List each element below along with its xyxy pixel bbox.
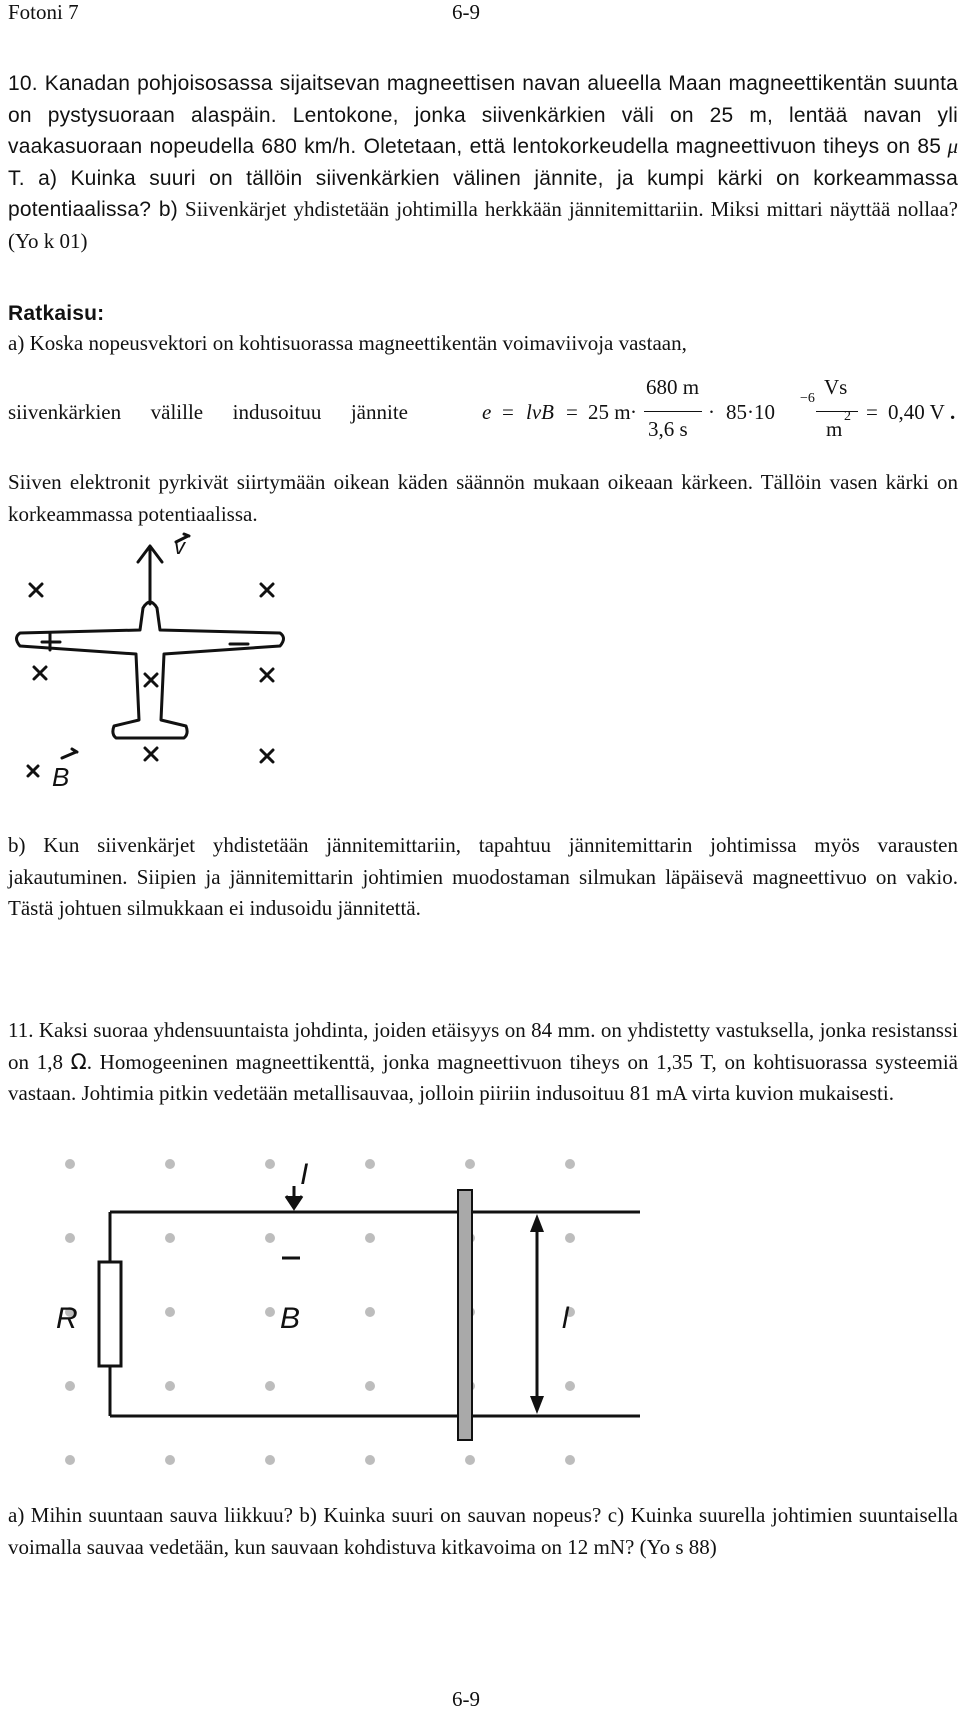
field-dot — [165, 1159, 175, 1169]
field-dot — [365, 1233, 375, 1243]
cross-icon — [261, 750, 273, 762]
formula-frac1-numerator: 680 m — [646, 375, 700, 399]
magnetic-field-dots — [65, 1159, 575, 1465]
formula-frac1-denominator: 3,6 s — [648, 417, 688, 441]
resistor-label: R — [56, 1302, 78, 1335]
field-label: B — [280, 1302, 301, 1335]
problem-11-text-part1: 11. Kaksi suoraa yhdensuuntaista johdinta, joiden etäisyys on 84 mm. on yhdistetty vastuksella, jonka resistanssi on 1,8 — [8, 1018, 958, 1074]
current-arrow-head — [286, 1196, 302, 1208]
formula-frac2-numerator: Vs — [824, 375, 848, 399]
problem-10-serif-part: Siivenkärjet yhdistetään johtimilla herkkään jännitemittariin. Miksi mittari näyttää nollaa? (Yo k 01) — [8, 197, 958, 253]
field-dot — [565, 1233, 575, 1243]
formula-dot2: · — [708, 400, 715, 424]
solution-b-text: b) Kun siivenkärjet yhdistetään jännitemittariin, tapahtuu jännitemittarin johtimissa myös varausten jakautuminen. Siipien ja jännitemittarin johtimien muodostaman silmukan läpäisevä magneettivuo on vakio. Tästä johtuen silmukkaan ei indusoidu jännitettä. — [8, 833, 958, 920]
problem-11-questions: a) Mihin suuntaan sauva liikkuu? b) Kuinka suuri on sauvan nopeus? c) Kuinka suurella johtimien suuntaisella voimalla sauvaa vedetään, kun sauvaan kohdistuva kitkavoima on 12 mN? (Yo s 88) — [8, 1503, 958, 1559]
formula-lvb: lvB — [526, 400, 554, 424]
formula-term2: 85·10 — [726, 400, 775, 424]
cross-icon — [145, 674, 157, 686]
formula-frac1-bar — [644, 411, 702, 412]
field-dot — [65, 1233, 75, 1243]
problem-11-text — [8, 1015, 958, 1110]
airplane-outline-icon — [17, 602, 284, 738]
field-dot — [465, 1159, 475, 1169]
solution-electrons-text: Siiven elektronit pyrkivät siirtymään oikean käden säännön mukaan oikeaan kärkeen. Tällöin vasen kärki on korkeammassa potentiaalissa. — [8, 470, 958, 526]
solution-heading: Ratkaisu: — [8, 302, 105, 325]
formula-exponent: −6 — [800, 391, 815, 406]
field-dot — [265, 1455, 275, 1465]
formula-period: . — [950, 400, 956, 424]
field-dot — [265, 1233, 275, 1243]
current-label: I — [300, 1158, 309, 1191]
field-dot — [565, 1159, 575, 1169]
field-dot — [165, 1307, 175, 1317]
field-dot — [165, 1381, 175, 1391]
problem-10-sans-part: 10. Kanadan pohjoisosassa sijaitsevan magneettisen navan alueella Maan magneettikentän suunta on pystysuoraan alaspäin. Lentokone, jonka siivenkärkien väli on 25 m, lentää navan yli vaakasuoraan nopeudella 680 km/h. Oletetaan, että lentokorkeudella magneettivuon tiheys on 85 — [8, 72, 958, 158]
omega-symbol: Ω — [70, 1049, 87, 1074]
field-dot — [565, 1455, 575, 1465]
field-dot — [365, 1381, 375, 1391]
problem-10-text — [8, 68, 958, 257]
formula-eq1: = — [502, 400, 514, 424]
field-dot — [165, 1233, 175, 1243]
b-field-label: B — [52, 762, 70, 790]
field-dot — [265, 1307, 275, 1317]
field-dot — [365, 1159, 375, 1169]
airplane-figure — [8, 528, 290, 790]
field-dot — [65, 1381, 75, 1391]
formula-prefix-text: siivenkärkien välille indusoituu jännite — [8, 400, 408, 424]
formula-term1: 25 m — [588, 400, 631, 424]
dimension-arrow-down — [530, 1396, 544, 1414]
field-dot — [165, 1455, 175, 1465]
formula-dot1: · — [630, 400, 637, 424]
cross-icon — [30, 584, 42, 596]
formula-e: e — [482, 400, 492, 424]
footer-page-number: 6-9 — [452, 1687, 480, 1711]
formula-den-exponent: 2 — [844, 409, 851, 424]
cross-icon — [34, 667, 46, 679]
field-dot — [465, 1455, 475, 1465]
problem-10-sans-after-mu: T. a) Kuinka suuri on tällöin siivenkärkien välinen jännite, ja kumpi kärki on korkeammassa potentiaalissa? b) — [8, 166, 958, 221]
velocity-label: v — [174, 534, 185, 559]
dimension-arrow-up — [530, 1214, 544, 1232]
formula-eq2: = — [566, 400, 578, 424]
field-dot — [365, 1307, 375, 1317]
cross-icon — [145, 748, 157, 760]
circuit-figure — [20, 1140, 660, 1480]
resistor — [99, 1262, 121, 1366]
header-page-number: 6-9 — [452, 0, 480, 24]
metal-rod — [458, 1190, 472, 1440]
formula-eq3: = — [866, 400, 878, 424]
field-dot — [265, 1159, 275, 1169]
cross-icon — [261, 584, 273, 596]
voltage-formula — [8, 375, 958, 465]
rod-length-label: l — [562, 1302, 569, 1335]
cross-icon — [28, 766, 38, 776]
formula-result: 0,40 V — [888, 400, 945, 424]
field-dot — [65, 1159, 75, 1169]
field-dot — [565, 1381, 575, 1391]
formula-frac2-bar — [816, 411, 858, 412]
field-dot — [365, 1455, 375, 1465]
formula-frac2-denominator: m — [826, 417, 843, 441]
cross-icon — [261, 669, 273, 681]
header-title: Fotoni 7 — [8, 0, 79, 24]
solution-a-intro: a) Koska nopeusvektori on kohtisuorassa magneettikentän voimaviivoja vastaan, — [8, 331, 687, 355]
field-dot — [265, 1381, 275, 1391]
field-dot — [65, 1455, 75, 1465]
problem-11-text-part2: . Homogeeninen magneettikenttä, jonka magneettivuon tiheys on 1,35 T, on kohtisuorassa systeemiä vastaan. Johtimia pitkin vedetään metallisauvaa, jolloin piiriin indusoituu 81 mA virta kuvion mukaisesti. — [8, 1049, 958, 1105]
mu-symbol: μ — [947, 134, 959, 158]
